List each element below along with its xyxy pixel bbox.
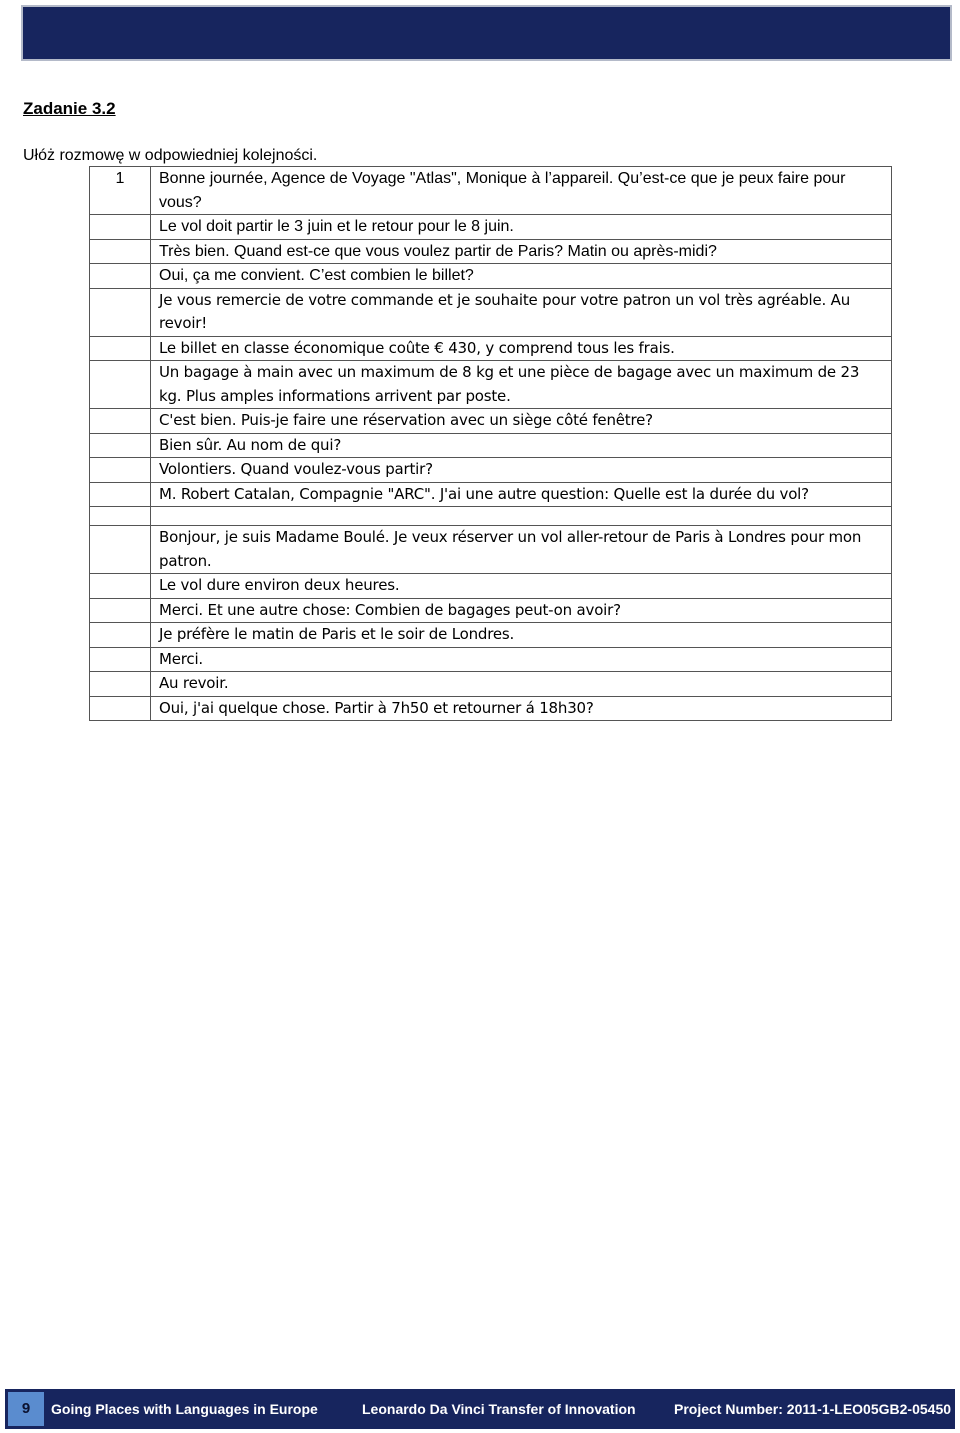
table-row — [90, 482, 892, 507]
table-row — [90, 336, 892, 361]
table-row — [90, 507, 892, 526]
dialogue-line: Volontiers. Quand voulez-vous partir? — [151, 458, 892, 483]
dialogue-line: Bonne journée, Agence de Voyage "Atlas", Monique à l’appareil. Qu’est-ce que je peux faire pour vous? — [151, 167, 892, 215]
row-number-cell — [90, 433, 151, 458]
dialogue-line: Un bagage à main avec un maximum de 8 kg et une pièce de bagage avec un maximum de 23 kg. Plus amples informations arrivent par poste. — [151, 361, 892, 409]
dialogue-line: Le billet en classe économique coûte € 430, y comprend tous les frais. — [151, 336, 892, 361]
row-number-cell — [90, 239, 151, 264]
table-row — [90, 288, 892, 336]
row-number-cell — [90, 647, 151, 672]
table-row — [90, 361, 892, 409]
row-number-cell — [90, 574, 151, 599]
dialogue-line: Je vous remercie de votre commande et je souhaite pour votre patron un vol très agréable. Au revoir! — [151, 288, 892, 336]
row-number-cell — [90, 458, 151, 483]
table-row — [90, 623, 892, 648]
dialogue-line: Au revoir. — [151, 672, 892, 697]
table-row — [90, 264, 892, 289]
row-number-cell — [90, 507, 151, 526]
dialogue-line: C'est bien. Puis-je faire une réservation avec un siège côté fenêtre? — [151, 409, 892, 434]
table-row — [90, 409, 892, 434]
dialogue-line: Le vol dure environ deux heures. — [151, 574, 892, 599]
table-row — [90, 672, 892, 697]
table-row — [90, 526, 892, 574]
row-number-cell — [90, 409, 151, 434]
row-number-cell — [90, 623, 151, 648]
row-number-cell — [90, 696, 151, 721]
page-number: 9 — [8, 1392, 44, 1426]
dialogue-line: Très bien. Quand est-ce que vous voulez partir de Paris? Matin ou après-midi? — [151, 239, 892, 264]
table-row — [90, 647, 892, 672]
dialogue-line: Oui, j'ai quelque chose. Partir à 7h50 et retourner á 18h30? — [151, 696, 892, 721]
row-number-cell — [90, 482, 151, 507]
dialogue-line: Bien sûr. Au nom de qui? — [151, 433, 892, 458]
table-row — [90, 598, 892, 623]
row-number-cell — [90, 336, 151, 361]
row-number-cell — [90, 672, 151, 697]
footer-project-title: Going Places with Languages in Europe — [51, 1401, 318, 1417]
dialogue-line: Oui, ça me convient. C’est combien le billet? — [151, 264, 892, 289]
footer-programme: Leonardo Da Vinci Transfer of Innovation — [362, 1401, 636, 1417]
table-row — [90, 433, 892, 458]
dialogue-line: Merci. — [151, 647, 892, 672]
dialogue-table — [89, 166, 892, 721]
exercise-heading: Zadanie 3.2 — [23, 99, 116, 118]
row-number-cell — [90, 598, 151, 623]
table-row — [90, 215, 892, 240]
row-number-cell — [90, 526, 151, 574]
exercise-instruction: Ułóż rozmowę w odpowiedniej kolejności. — [23, 147, 318, 164]
dialogue-line: Merci. Et une autre chose: Combien de bagages peut-on avoir? — [151, 598, 892, 623]
table-row — [90, 167, 892, 215]
dialogue-line: Bonjour, je suis Madame Boulé. Je veux réserver un vol aller-retour de Paris à Londres pour mon patron. — [151, 526, 892, 574]
table-row — [90, 696, 892, 721]
table-row — [90, 574, 892, 599]
table-row — [90, 239, 892, 264]
header-band — [21, 5, 952, 61]
dialogue-line: Le vol doit partir le 3 juin et le retour pour le 8 juin. — [151, 215, 892, 240]
row-number-cell — [90, 264, 151, 289]
row-number-cell — [90, 288, 151, 336]
footer-bar — [5, 1389, 955, 1429]
footer-project-number: Project Number: 2011-1-LEO05GB2-05450 — [674, 1401, 952, 1417]
row-number-cell — [90, 215, 151, 240]
row-number-cell: 1 — [90, 167, 151, 215]
table-row — [90, 458, 892, 483]
row-number-cell — [90, 361, 151, 409]
dialogue-line: Je préfère le matin de Paris et le soir de Londres. — [151, 623, 892, 648]
dialogue-line — [151, 507, 892, 526]
dialogue-line: M. Robert Catalan, Compagnie "ARC". J'ai une autre question: Quelle est la durée du vol? — [151, 482, 892, 507]
